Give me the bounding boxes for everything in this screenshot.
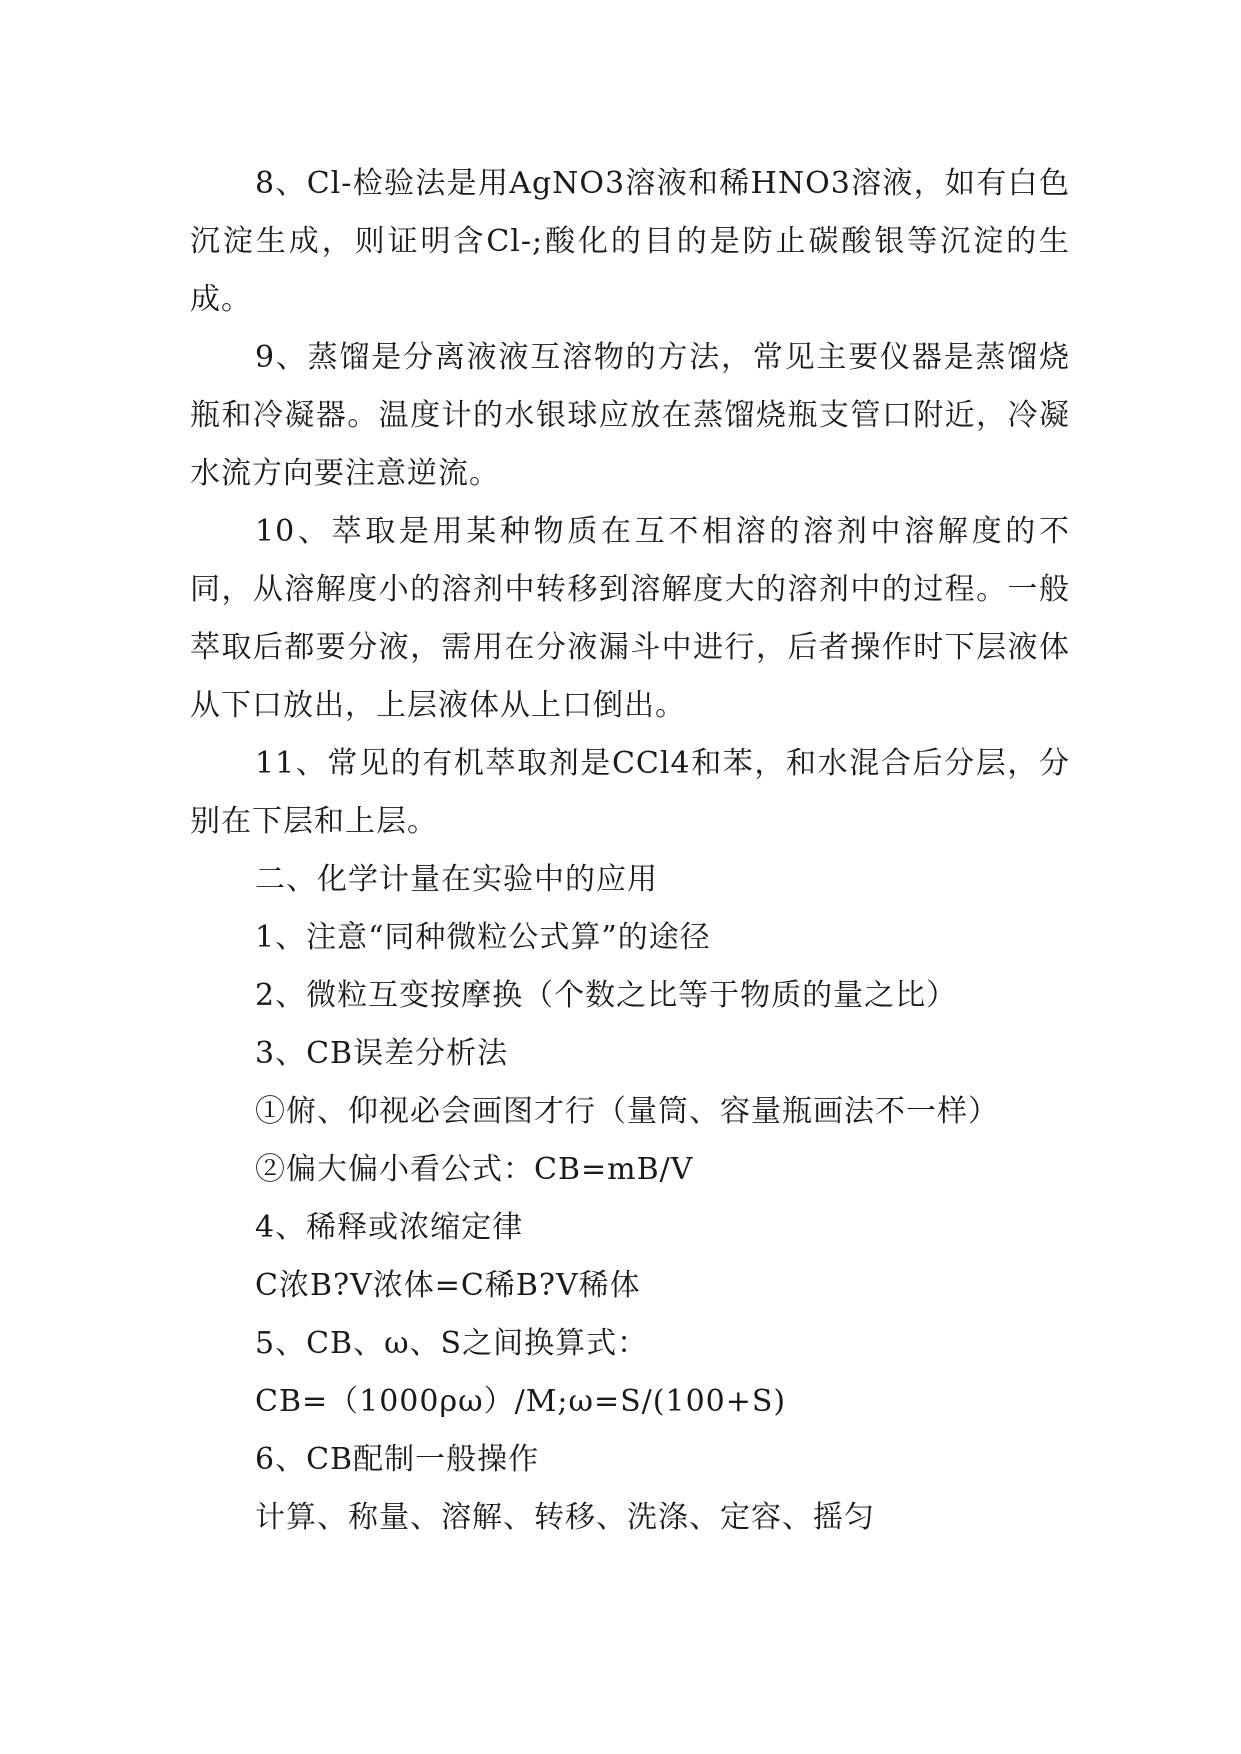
text-line: ①俯、仰视必会画图才行（量筒、容量瓶画法不一样） [255, 1094, 999, 1129]
paragraph-distillation: 9、蒸馏是分离液液互溶物的方法，常见主要仪器是蒸馏烧瓶和冷凝器。温度计的水银球应放在蒸馏烧瓶支管口附近，冷凝水流方向要注意逆流。 [190, 340, 1070, 491]
text-line: 2、微粒互变按摩换（个数之比等于物质的量之比） [255, 978, 958, 1013]
paragraph-chloride-test: 8、Cl-检验法是用AgNO3溶液和稀HNO3溶液，如有白色沉淀生成，则证明含Cl-;酸化的目的是防止碳酸银等沉淀的生成。 [190, 166, 1070, 317]
text-line: 5、CB、ω、S之间换算式： [255, 1326, 649, 1361]
text-line: ②偏大偏小看公式：CB=mB/V [255, 1152, 694, 1187]
paragraph-extraction: 10、萃取是用某种物质在互不相溶的溶剂中溶解度的不同，从溶解度小的溶剂中转移到溶解度大的溶剂中的过程。一般萃取后都要分液，需用在分液漏斗中进行，后者操作时下层液体从下口放出，上层液体从上口倒出。 [190, 514, 1070, 723]
text-line: 1、注意“同种微粒公式算”的途径 [255, 920, 711, 955]
text-line: 3、CB误差分析法 [255, 1036, 509, 1071]
paragraph-organic-extractants: 11、常见的有机萃取剂是CCl4和苯，和水混合后分层，分别在下层和上层。 [190, 746, 1070, 839]
formula-line: CB=（1000ρω）/M;ω=S/(100+S) [255, 1384, 787, 1419]
text-line: 4、稀释或浓缩定律 [255, 1210, 524, 1245]
section-heading: 二、化学计量在实验中的应用 [255, 862, 658, 897]
text-line: 6、CB配制一般操作 [255, 1442, 540, 1477]
formula-line: C浓B?V浓体=C稀B?V稀体 [255, 1268, 641, 1303]
document-body [190, 155, 1070, 1547]
text-line: 计算、称量、溶解、转移、洗涤、定容、摇匀 [255, 1500, 875, 1535]
